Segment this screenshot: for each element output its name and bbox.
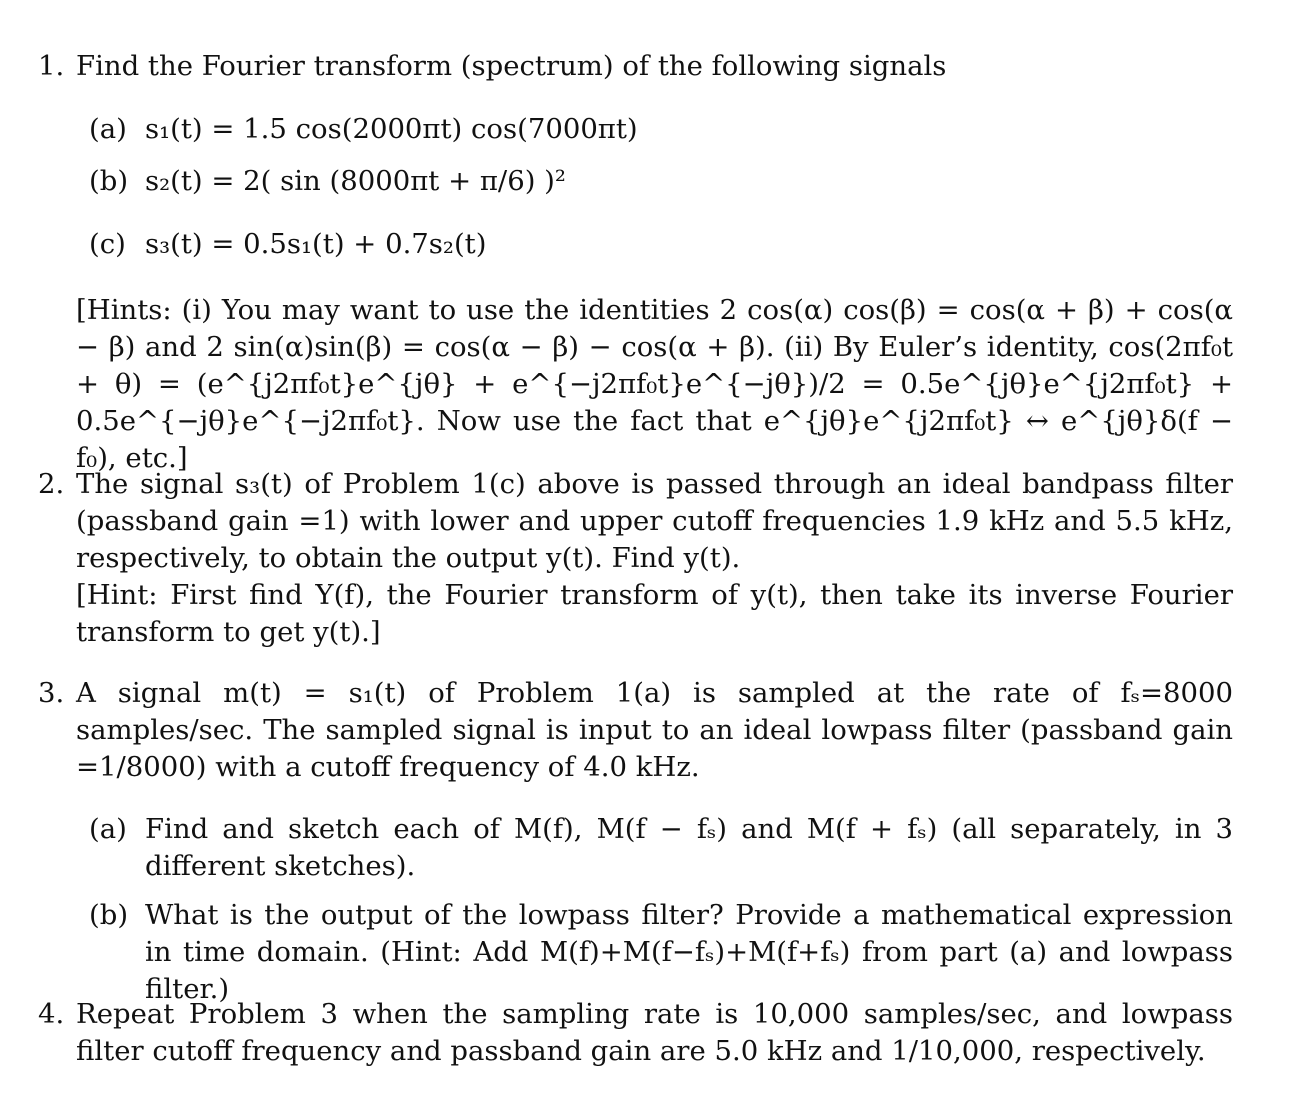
problem-1-part-b bbox=[89, 163, 789, 200]
problem-2 bbox=[38, 466, 1233, 651]
problem-stem: The signal s₃(t) of Problem 1(c) above is passed through an ideal bandpass filter (passband gain =1) with lower and upper cutoff frequencies 1.9 kHz and 5.5 kHz, respectively, to obtain the output y(t). Find y(t). bbox=[76, 468, 1233, 574]
part-label: (a) bbox=[89, 813, 127, 845]
hint-text: [Hints: (i) You may want to use the identities 2 cos(α) cos(β) = cos(α + β) + cos(α − β) and 2 sin(α)sin(β) = cos(α − β) − cos(α + β). (ii) By Euler’s identity, cos(2πf₀t + θ) = (e^{j2πf₀t}e^{jθ} + e^{−j2πf₀t}e^{−jθ})/2 = 0.5e^{jθ}e^{j2πf₀t} + 0.5e^{−jθ}e^{−j2πf₀t}. Now use the fact that e^{jθ}e^{j2πf₀t} ↔ e^{jθ}δ(f − f₀), etc.] bbox=[76, 294, 1233, 474]
part-label: (a) bbox=[89, 113, 127, 145]
problem-1-hint bbox=[38, 292, 1233, 477]
problem-stem: Repeat Problem 3 when the sampling rate is 10,000 samples/sec, and lowpass filter cutoff frequency and passband gain are 5.0 kHz and 1/10,000, respectively. bbox=[76, 998, 1233, 1067]
part-text: s₁(t) = 1.5 cos(2000πt) cos(7000πt) bbox=[145, 113, 638, 145]
problem-stem: Find the Fourier transform (spectrum) of the following signals bbox=[76, 50, 947, 82]
part-text: What is the output of the lowpass filter? Provide a mathematical expression in time domain. (Hint: Add M(f)+M(f−fₛ)+M(f+fₛ) from part (a) and lowpass filter.) bbox=[145, 899, 1233, 1005]
part-label: (b) bbox=[89, 899, 129, 931]
problem-1-part-c bbox=[89, 226, 789, 263]
problem-number: 2. bbox=[38, 468, 65, 500]
problem-number: 4. bbox=[38, 998, 65, 1030]
part-text: Find and sketch each of M(f), M(f − fₛ) and M(f + fₛ) (all separately, in 3 different sketches). bbox=[145, 813, 1233, 882]
problem-number: 3. bbox=[38, 677, 65, 709]
problem-3-part-a bbox=[89, 811, 1233, 885]
problem-number: 1. bbox=[38, 50, 65, 82]
part-label: (b) bbox=[89, 165, 129, 197]
problem-stem: A signal m(t) = s₁(t) of Problem 1(a) is sampled at the rate of fₛ=8000 samples/sec. The sampled signal is input to an ideal lowpass filter (passband gain =1/8000) with a cutoff frequency of 4.0 kHz. bbox=[76, 677, 1233, 783]
part-label: (c) bbox=[89, 228, 126, 260]
problem-3 bbox=[38, 675, 1233, 786]
part-text: s₃(t) = 0.5s₁(t) + 0.7s₂(t) bbox=[145, 228, 487, 260]
problem-3-part-b bbox=[89, 897, 1233, 1008]
hint-text: [Hint: First find Y(f), the Fourier transform of y(t), then take its inverse Fourier transform to get y(t).] bbox=[76, 579, 1233, 648]
problem-1 bbox=[38, 48, 1233, 85]
problem-4 bbox=[38, 996, 1233, 1070]
part-text: s₂(t) = 2( sin (8000πt + π/6) )² bbox=[145, 165, 566, 197]
problem-1-part-a bbox=[89, 111, 789, 148]
